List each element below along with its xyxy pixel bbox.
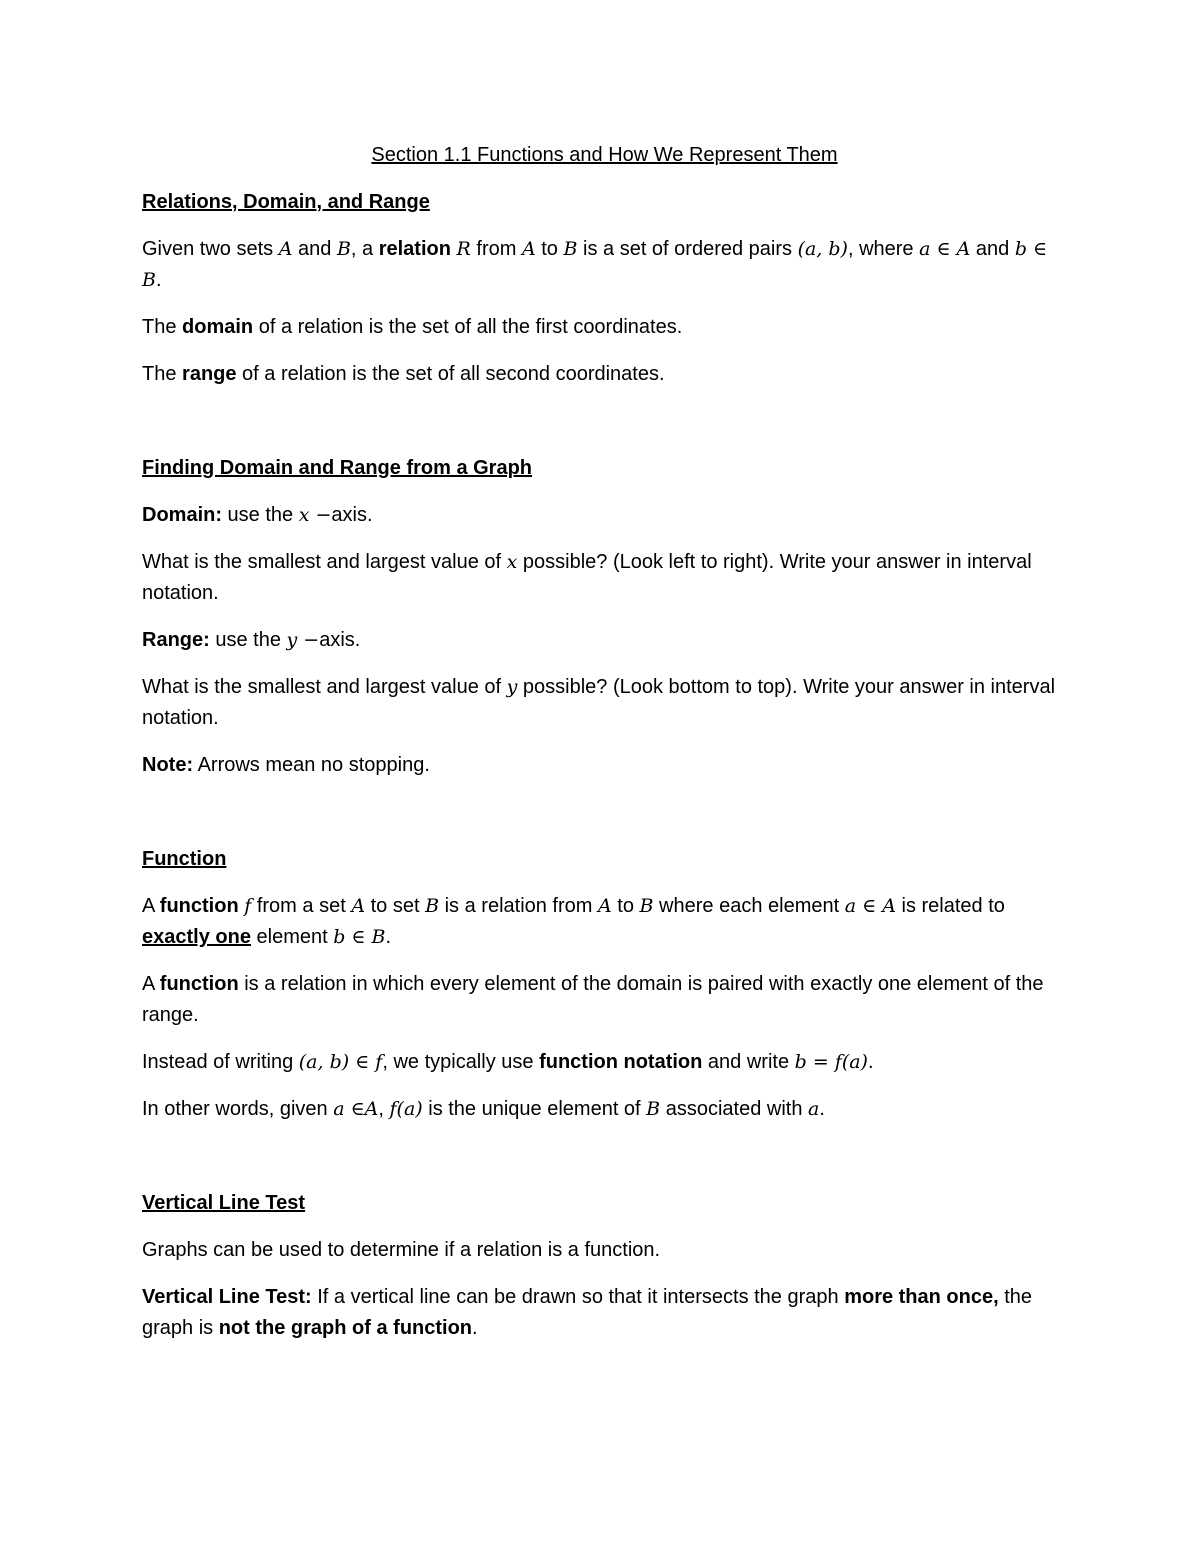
heading-relations: Relations, Domain, and Range bbox=[142, 191, 430, 213]
paragraph-vertical-line-test: Vertical Line Test: If a vertical line can be drawn so that it intersects the graph more than once, the graph is not the graph of a function. bbox=[142, 1286, 1033, 1339]
paragraph-range-definition: The range of a relation is the set of all second coordinates. bbox=[142, 363, 665, 385]
heading-domain-range-graph: Finding Domain and Range from a Graph bbox=[142, 457, 533, 479]
paragraph-function-definition: A function f from a set A to set B is a relation from A to B where each element a ∈ A is related to exactly one element b ∈ B. bbox=[142, 895, 1005, 948]
paragraph-domain-question: What is the smallest and largest value of x possible? (Look left to right). Write your answer in interval notation. bbox=[142, 551, 1032, 604]
heading-function: Function bbox=[142, 848, 227, 870]
paragraph-relation-definition: Given two sets A and B, a relation R from A to B is a set of ordered pairs (a, b), where a ∈ A and b ∈ B. bbox=[142, 238, 1048, 291]
paragraph-function-domain-range: A function is a relation in which every element of the domain is paired with exactly one element of the range. bbox=[142, 973, 1044, 1026]
paragraph-function-unique: In other words, given a ∈A, f(a) is the unique element of B associated with a. bbox=[142, 1098, 825, 1120]
page-title: Section 1.1 Functions and How We Represent Them bbox=[371, 144, 838, 166]
heading-vertical-line-test: Vertical Line Test bbox=[142, 1192, 306, 1214]
paragraph-range-question: What is the smallest and largest value of y possible? (Look bottom to top). Write your answer in interval notation. bbox=[142, 676, 1056, 729]
document-page bbox=[142, 140, 1067, 1360]
paragraph-range-axis: Range: use the y −axis. bbox=[142, 629, 361, 651]
paragraph-note: Note: Arrows mean no stopping. bbox=[142, 754, 430, 776]
paragraph-graphs-determine: Graphs can be used to determine if a relation is a function. bbox=[142, 1239, 661, 1261]
paragraph-domain-definition: The domain of a relation is the set of all the first coordinates. bbox=[142, 316, 683, 338]
paragraph-function-notation: Instead of writing (a, b) ∈ f, we typically use function notation and write b = f(a). bbox=[142, 1051, 874, 1073]
paragraph-domain-axis: Domain: use the x −axis. bbox=[142, 504, 373, 526]
